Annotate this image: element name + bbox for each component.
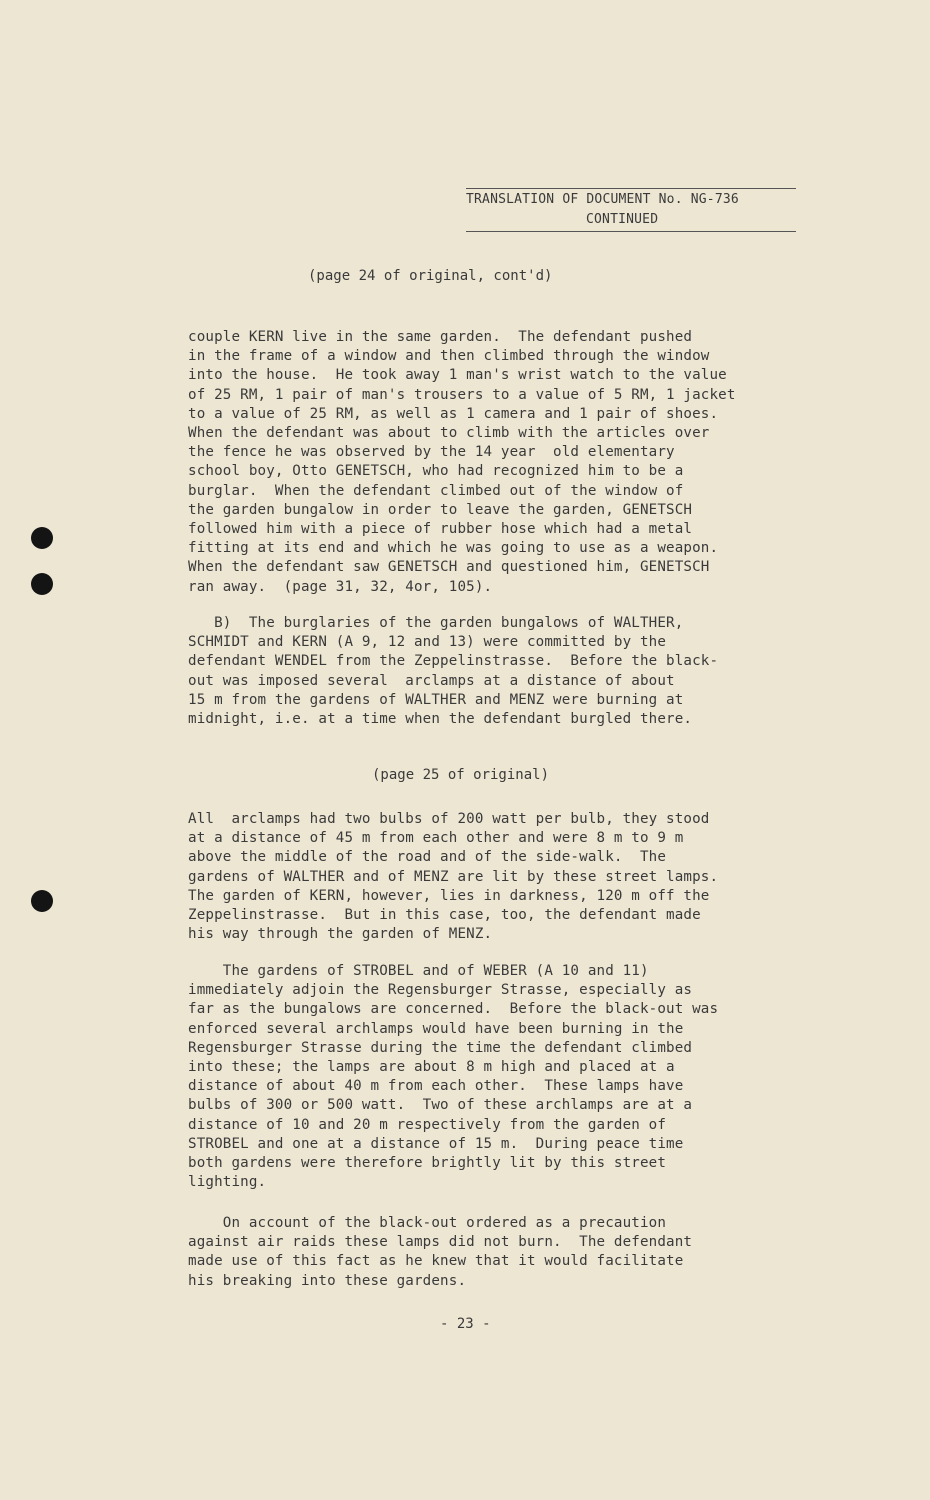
page-reference-1: (page 24 of original, cont'd) — [308, 268, 553, 284]
text-line: STROBEL and one at a distance of 15 m. During peace time — [188, 1135, 684, 1152]
text-line: When the defendant saw GENETSCH and questioned him, GENETSCH — [188, 559, 710, 576]
punch-hole — [31, 573, 53, 595]
text-line: both gardens were therefore brightly lit by this street — [188, 1155, 667, 1172]
text-line: bulbs of 300 or 500 watt. Two of these archlamps are at a — [188, 1097, 693, 1114]
text-line: The gardens of STROBEL and of WEBER (A 10 and 11) — [188, 963, 649, 979]
paragraph-2 — [188, 614, 788, 729]
text-line: of 25 RM, 1 pair of man's trousers to a value of 5 RM, 1 jacket — [188, 386, 736, 403]
text-line: fitting at its end and which he was going to use as a weapon. — [188, 540, 719, 557]
text-line: 15 m from the gardens of WALTHER and MENZ were burning at — [188, 691, 684, 708]
text-line: distance of 10 and 20 m respectively from the garden of — [188, 1116, 667, 1133]
text-line: made use of this fact as he knew that it would facilitate — [188, 1253, 684, 1270]
text-line: midnight, i.e. at a time when the defendant burgled there. — [188, 711, 693, 728]
text-line: to a value of 25 RM, as well as 1 camera and 1 pair of shoes. — [188, 405, 719, 422]
text-line: the fence he was observed by the 14 year old elementary — [188, 444, 675, 461]
paragraph-5 — [188, 1214, 788, 1291]
text-line: Zeppelinstrasse. But in this case, too, the defendant made — [188, 907, 701, 924]
text-line: above the middle of the road and of the side-walk. The — [188, 849, 667, 866]
text-line: ran away. (page 31, 32, 4or, 105). — [188, 578, 493, 595]
text-line: lighting. — [188, 1174, 267, 1191]
page-number: - 23 - — [440, 1316, 491, 1332]
punch-hole — [31, 890, 53, 912]
paragraph-4 — [188, 962, 788, 1192]
text-line: gardens of WALTHER and of MENZ are lit by these street lamps. — [188, 868, 719, 885]
text-line: his way through the garden of MENZ. — [188, 926, 493, 943]
header-rule-top — [466, 188, 796, 189]
text-line: B) The burglaries of the garden bungalows of WALTHER, — [188, 615, 684, 631]
text-line: against air raids these lamps did not burn. The defendant — [188, 1234, 693, 1251]
text-line: The garden of KERN, however, lies in darkness, 120 m off the — [188, 887, 710, 904]
text-line: burglar. When the defendant climbed out of the window of — [188, 482, 684, 499]
text-line: distance of about 40 m from each other. These lamps have — [188, 1078, 684, 1095]
text-line: into these; the lamps are about 8 m high and placed at a — [188, 1059, 675, 1076]
text-line: into the house. He took away 1 man's wrist watch to the value — [188, 367, 727, 384]
text-line: followed him with a piece of rubber hose which had a metal — [188, 521, 693, 538]
text-line: in the frame of a window and then climbed through the window — [188, 348, 710, 365]
text-line: When the defendant was about to climb with the articles over — [188, 425, 710, 442]
text-line: On account of the black-out ordered as a precaution — [188, 1215, 667, 1231]
text-line: out was imposed several arclamps at a distance of about — [188, 672, 675, 689]
text-line: defendant WENDEL from the Zeppelinstrasse. Before the black- — [188, 653, 719, 670]
document-header — [466, 188, 806, 232]
text-line: at a distance of 45 m from each other and were 8 m to 9 m — [188, 830, 684, 847]
text-line: Regensburger Strasse during the time the defendant climbed — [188, 1039, 693, 1056]
header-continued: CONTINUED — [586, 212, 659, 227]
page-reference-2: (page 25 of original) — [372, 767, 550, 783]
text-line: school boy, Otto GENETSCH, who had recognized him to be a — [188, 463, 684, 480]
text-line: SCHMIDT and KERN (A 9, 12 and 13) were committed by the — [188, 634, 667, 651]
punch-hole — [31, 527, 53, 549]
text-line: All arclamps had two bulbs of 200 watt per bulb, they stood — [188, 811, 710, 827]
text-line: far as the bungalows are concerned. Before the black-out was — [188, 1001, 719, 1018]
header-rule-bottom — [466, 231, 796, 232]
text-line: enforced several archlamps would have been burning in the — [188, 1020, 684, 1037]
header-title: TRANSLATION OF DOCUMENT No. NG-736 — [466, 192, 739, 207]
text-line: couple KERN live in the same garden. The defendant pushed — [188, 329, 693, 345]
paragraph-1 — [188, 328, 788, 597]
text-line: immediately adjoin the Regensburger Strasse, especially as — [188, 982, 693, 999]
text-line: the garden bungalow in order to leave the garden, GENETSCH — [188, 501, 693, 518]
text-line: his breaking into these gardens. — [188, 1272, 467, 1289]
paragraph-3 — [188, 810, 788, 944]
